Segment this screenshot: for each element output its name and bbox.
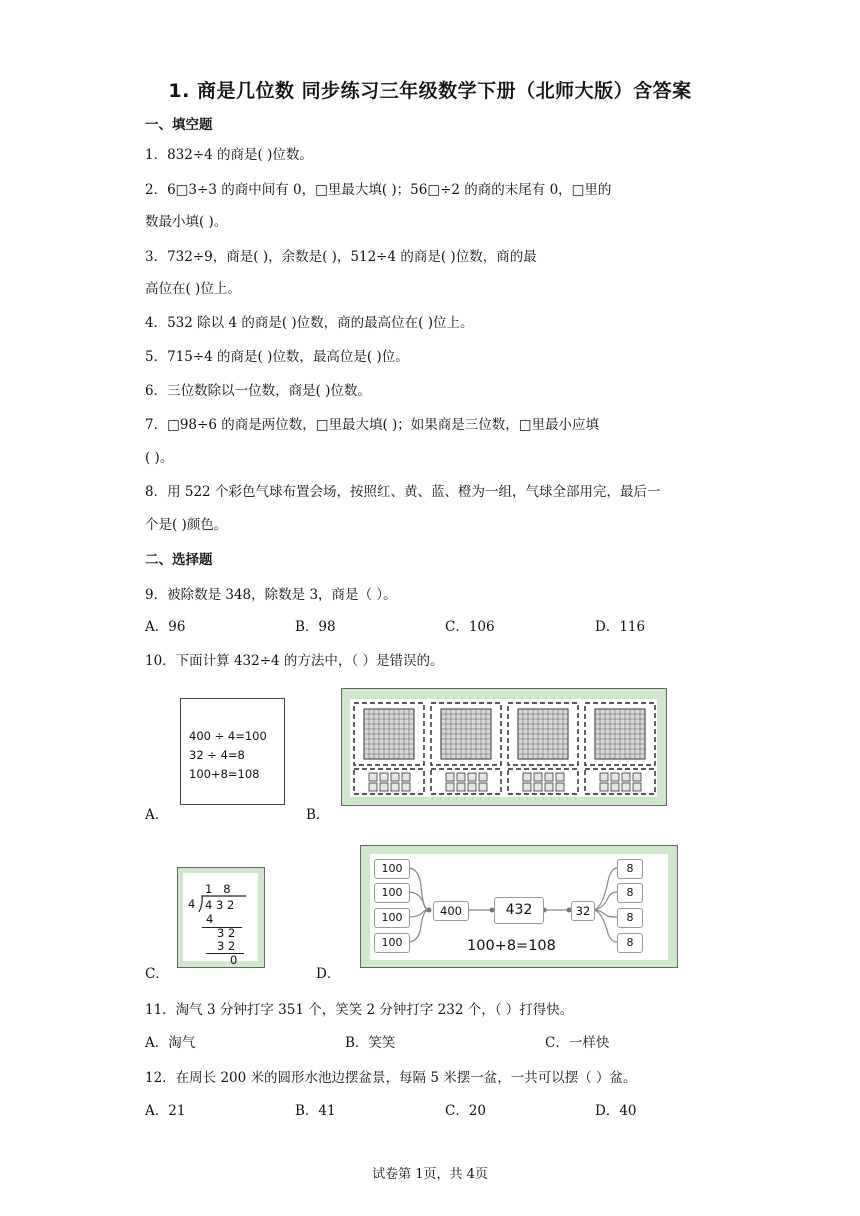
figure-d-right-box: 8 [617, 859, 643, 879]
figure-d-left-box: 100 [374, 933, 410, 953]
question-3-line-2: 高位在( )位上。 [145, 281, 241, 297]
q11-option-a: A．淘气 [145, 1035, 196, 1051]
unit-cube [545, 773, 553, 781]
figure-c-step-2: 3 2 [217, 926, 236, 940]
figure-label-a: A． [145, 807, 169, 823]
unit-cube [534, 783, 542, 791]
figure-a-equations [189, 727, 267, 784]
question-11: 11．淘气 3 分钟打字 351 个，笑笑 2 分钟打字 232 个，（ ）打得快。 [145, 1002, 574, 1018]
section-multiple-choice: 二、选择题 [145, 552, 213, 568]
figure-d-sum-left: 400 [433, 901, 469, 921]
unit-cube [446, 783, 454, 791]
figure-d-left-box: 100 [374, 883, 410, 903]
figure-a-box [180, 698, 285, 805]
division-line-2 [206, 953, 244, 954]
unit-cube [479, 773, 487, 781]
figure-d-left-box: 100 [374, 908, 410, 928]
unit-cube [622, 783, 630, 791]
unit-cube [556, 783, 564, 791]
unit-cube [611, 773, 619, 781]
question-6: 6．三位数除以一位数，商是( )位数。 [145, 383, 371, 399]
figure-d-right-box: 8 [617, 883, 643, 903]
figure-c-quotient: 1 8 [205, 882, 231, 896]
unit-cube [457, 783, 465, 791]
unit-cube [600, 783, 608, 791]
question-5: 5．715÷4 的商是( )位数，最高位是( )位。 [145, 349, 409, 365]
figure-b-blocks [341, 688, 667, 806]
unit-cube [600, 773, 608, 781]
unit-cube [523, 773, 531, 781]
unit-cube [556, 773, 564, 781]
unit-cube [402, 783, 410, 791]
unit-cube [369, 783, 377, 791]
q12-option-a: A．21 [145, 1103, 186, 1119]
unit-cube [391, 783, 399, 791]
page-title: 1. 商是几位数 同步练习三年级数学下册（北师大版）含答案 [168, 80, 692, 102]
unit-cube [534, 773, 542, 781]
figure-c-step-3: 3 2 [217, 939, 236, 953]
q12-option-c: C．20 [445, 1103, 487, 1119]
unit-cube [468, 773, 476, 781]
unit-cube [633, 773, 641, 781]
unit-cube [479, 783, 487, 791]
q9-option-a: A．96 [145, 619, 186, 635]
unit-cube [622, 773, 630, 781]
figure-c-divisor: 4 [188, 897, 196, 911]
page-footer: 试卷第 1页，共 4页 [372, 1167, 488, 1182]
figure-a-line-1: 400 ÷ 4=100 [189, 729, 267, 743]
figure-d-formula: 100+8=108 [467, 938, 556, 954]
question-9: 9．被除数是 348，除数是 3，商是（ ）。 [145, 587, 397, 603]
q11-option-b: B．笑笑 [345, 1035, 396, 1051]
question-1: 1．832÷4 的商是( )位数。 [145, 147, 313, 163]
figure-d-sum-right: 32 [571, 901, 595, 921]
unit-cube [611, 783, 619, 791]
figure-d-left-box: 100 [374, 859, 410, 879]
question-7-line-1: 7．□98÷6 的商是两位数，□里最大填( )；如果商是三位数，□里最小应填 [145, 417, 600, 433]
unit-cube [369, 773, 377, 781]
figure-c-dividend: 4 3 2 [205, 898, 235, 912]
question-8-line-1: 8．用 522 个彩色气球布置会场，按照红、黄、蓝、橙为一组，气球全部用完，最后一 [145, 484, 661, 500]
unit-cube [402, 773, 410, 781]
unit-cube [391, 773, 399, 781]
figure-c-long-division [177, 867, 265, 968]
unit-cube [633, 783, 641, 791]
unit-cube [457, 773, 465, 781]
q9-option-b: B．98 [295, 619, 336, 635]
figure-label-d: D． [316, 966, 341, 982]
question-8-line-2: 个是( )颜色。 [145, 517, 228, 533]
figure-a-line-2: 32 ÷ 4=8 [189, 748, 245, 762]
unit-cube [545, 783, 553, 791]
question-2-line-1: 2．6□3÷3 的商中间有 0，□里最大填( )；56□÷2 的商的末尾有 0，□里的 [145, 182, 612, 198]
q9-option-d: D．116 [595, 619, 646, 635]
figure-a-line-3: 100+8=108 [189, 767, 260, 781]
unit-cube [468, 783, 476, 791]
figure-d-right-box: 8 [617, 933, 643, 953]
question-3-line-1: 3．732÷9，商是( )，余数是( )，512÷4 的商是( )位数，商的最 [145, 249, 537, 265]
question-7-line-2: ( )。 [145, 450, 174, 466]
unit-cube [523, 783, 531, 791]
section-fill-blanks: 一、填空题 [145, 117, 213, 133]
figure-d-right-box: 8 [617, 908, 643, 928]
unit-cube [380, 783, 388, 791]
figure-d-decomposition [360, 845, 678, 968]
figure-label-b: B． [306, 807, 330, 823]
unit-cube [446, 773, 454, 781]
unit-cube [380, 773, 388, 781]
q12-option-b: B．41 [295, 1103, 336, 1119]
question-2-line-2: 数最小填( )。 [145, 214, 228, 230]
figure-c-step-1: 4 [206, 912, 214, 926]
question-4: 4．532 除以 4 的商是( )位数，商的最高位在( )位上。 [145, 315, 474, 331]
q11-option-c: C．一样快 [545, 1035, 610, 1051]
figure-d-center: 432 [494, 897, 544, 924]
question-10: 10．下面计算 432÷4 的方法中，（ ）是错误的。 [145, 653, 444, 669]
q12-option-d: D．40 [595, 1103, 637, 1119]
figure-label-c: C． [145, 966, 169, 982]
figure-c-remainder: 0 [230, 953, 238, 967]
q9-option-c: C．106 [445, 619, 495, 635]
question-12: 12．在周长 200 米的圆形水池边摆盆景，每隔 5 米摆一盆，一共可以摆（ ）盆。 [145, 1070, 637, 1086]
base-ten-blocks-illustration [342, 689, 665, 804]
